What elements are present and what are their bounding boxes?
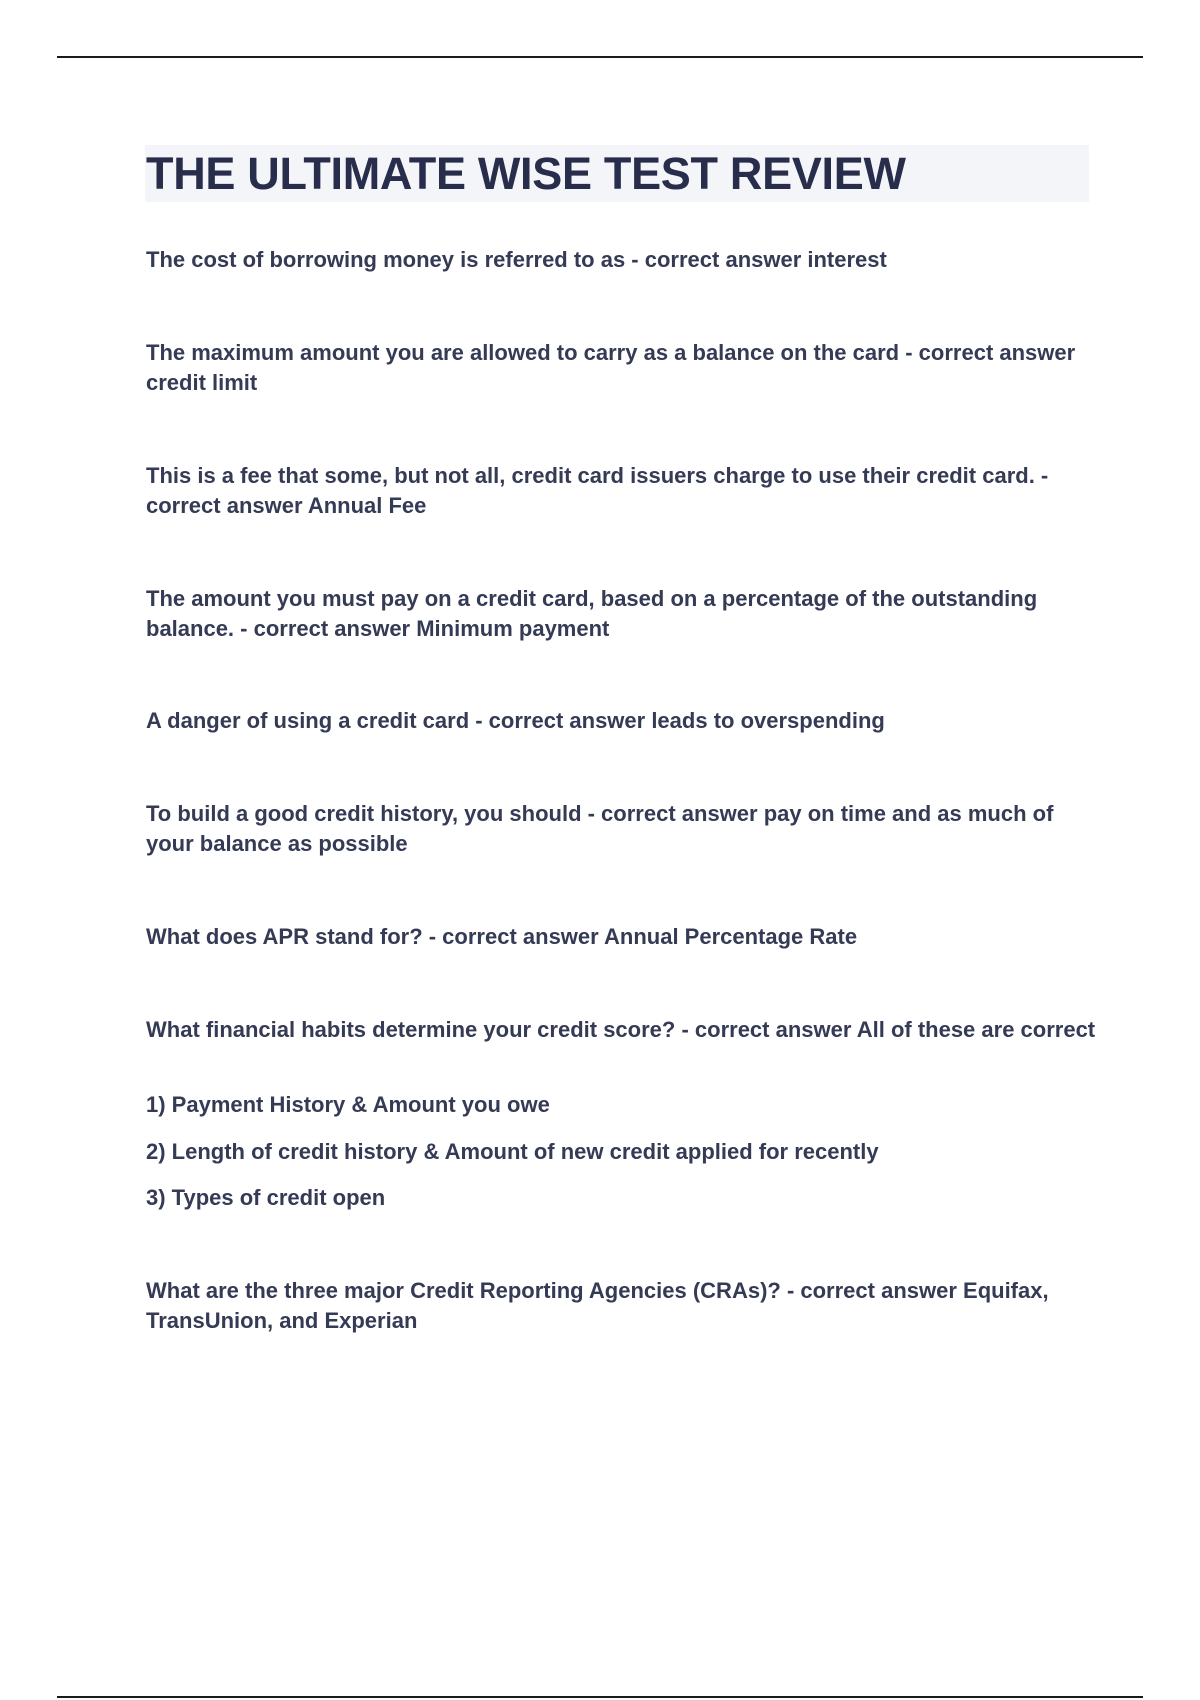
qa-item-3: This is a fee that some, but not all, credit card issuers charge to use their credit card. - correct answer Annual Fee xyxy=(146,463,1049,518)
qa-item-2: The maximum amount you are allowed to carry as a balance on the card - correct answer credit limit xyxy=(146,340,1076,395)
page-title: THE ULTIMATE WISE TEST REVIEW xyxy=(146,148,906,199)
qa-item-7: What does APR stand for? - correct answer Annual Percentage Rate xyxy=(146,924,858,949)
top-rule xyxy=(57,56,1143,58)
qa-item-8-subitem-2: 2) Length of credit history & Amount of new credit applied for recently xyxy=(146,1139,879,1164)
qa-item-4: The amount you must pay on a credit card, based on a percentage of the outstanding balance. - correct answer Minimum payment xyxy=(146,586,1038,641)
bottom-rule xyxy=(57,1696,1143,1698)
qa-item-5: A danger of using a credit card - correct answer leads to overspending xyxy=(146,708,885,733)
qa-item-8: What financial habits determine your credit score? - correct answer All of these are correct xyxy=(146,1017,1096,1042)
qa-item-1: The cost of borrowing money is referred to as - correct answer interest xyxy=(146,247,887,272)
qa-item-8-subitem-1: 1) Payment History & Amount you owe xyxy=(146,1092,550,1117)
qa-item-8-subitem-3: 3) Types of credit open xyxy=(146,1185,386,1210)
qa-item-9: What are the three major Credit Reporting Agencies (CRAs)? - correct answer Equifax, TransUnion, and Experian xyxy=(146,1278,1049,1333)
qa-item-6: To build a good credit history, you should - correct answer pay on time and as much of your balance as possible xyxy=(146,801,1054,856)
